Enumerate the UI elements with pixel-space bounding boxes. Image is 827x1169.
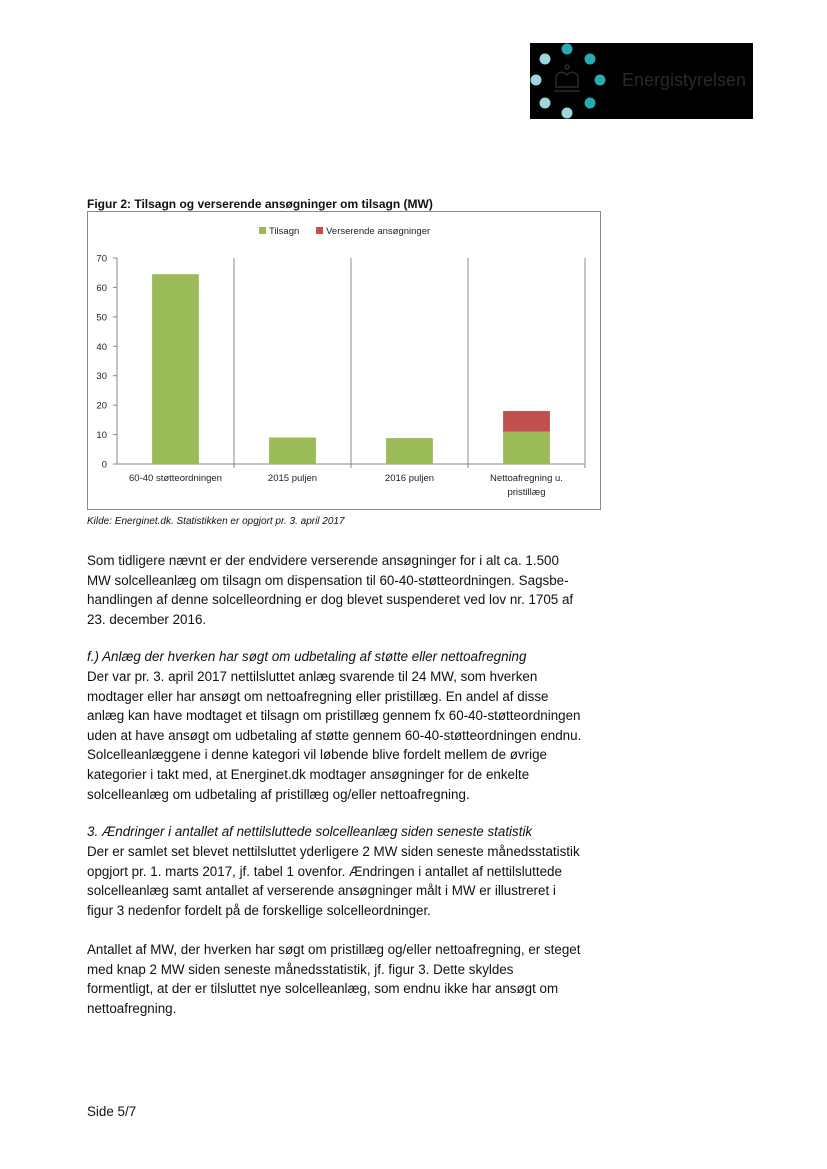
text-line: modtager eller har ansøgt om nettoafregning eller pristillæg. En andel af disse [87,688,549,704]
y-tick-label: 0 [101,459,107,471]
y-tick-label: 40 [96,341,107,353]
figure-source: Kilde: Energinet.dk. Statistikken er opgjort pr. 3. april 2017 [87,516,345,527]
text-line: opgjort pr. 1. marts 2017, jf. tabel 1 ovenfor. Ændringen i antallet af nettilsluttede [87,863,562,879]
text-line: Antallet af MW, der hverken har søgt om pristillæg og/eller nettoafregning, er steget [87,942,581,957]
text-line: nettoafregning. [87,1000,177,1016]
text-line: kategorier i takt med, at Energinet.dk modtager ansøgninger for de enkelte [87,766,530,782]
legend-swatch [316,227,323,234]
text-line: figur 3 nedenfor fordelt på de forskellige solcelleordninger. [87,902,431,918]
text-line: solcelleanlæg om udbetaling af pristillæg og/eller nettoafregning. [87,786,470,802]
emblem-dot [595,75,606,86]
crown-icon [554,65,580,91]
bar-tilsagn [503,432,550,464]
page-number: Side 5/7 [87,1104,137,1119]
emblem-dot [531,75,542,86]
x-tick-label: Nettoafregning u. [490,473,563,484]
text-line: uden at have ansøgt om udbetaling af støtte gennem 60-40-støtteordningen endnu. [87,727,582,743]
text-line: anlæg kan have modtaget et tilsagn om pristillæg gennem fx 60-40-støtteordningen [87,708,581,724]
paragraph-4 [87,940,601,1018]
section-heading-f: f.) Anlæg der hverken har søgt om udbetaling af støtte eller nettoafregning [87,649,527,664]
emblem-dot [540,54,551,65]
emblem-dot [540,98,551,109]
bar-tilsagn [152,274,199,464]
legend-swatch [259,227,266,234]
bar-tilsagn [386,438,433,464]
section-heading-3: 3. Ændringer i antallet af nettilsluttede solcelleanlæg siden seneste statistik [87,824,533,839]
text-line: MW solcelleanlæg om tilsagn om dispensation til 60-40-støtteordningen. Sagsbe- [87,572,569,588]
y-tick-label: 30 [96,371,107,383]
paragraph-2 [87,667,601,804]
legend-label: Tilsagn [269,226,300,237]
x-tick-label: 60-40 støtteordningen [129,473,222,484]
text-line: Solcelleanlæggene i denne kategori vil løbende blive fordelt mellem de øvrige [87,747,548,763]
text-line: 23. december 2016. [87,611,207,627]
text-line: solcelleanlæg samt antallet af verserende ansøgninger målt i MW er illustreret i [87,883,556,899]
y-tick-label: 70 [96,253,107,265]
logo [530,43,753,119]
x-tick-label: pristillæg [507,487,546,498]
y-tick-label: 20 [96,400,107,412]
paragraph-3 [87,842,601,920]
y-tick-label: 50 [96,312,107,324]
text-line: Der var pr. 3. april 2017 nettilsluttet anlæg svarende til 24 MW, som hverken [87,669,538,684]
legend-label: Verserende ansøgninger [326,226,431,237]
logo-name: Energistyrelsen [622,70,747,90]
figure-title: Figur 2: Tilsagn og verserende ansøgninger om tilsagn (MW) [87,197,433,211]
bar-verserende-ansøgninger [503,411,550,432]
paragraph-1 [87,551,601,629]
text-line: Der er samlet set blevet nettilsluttet yderligere 2 MW siden seneste månedsstatistik [87,844,580,859]
bar-tilsagn [269,438,316,464]
emblem-dot [562,44,573,55]
emblem-dot [585,98,596,109]
text-line: formentligt, at der er tilsluttet nye solcelleanlæg, som endnu ikke har ansøgt om [87,981,559,997]
text-line: med knap 2 MW siden seneste månedsstatistik, jf. figur 3. Dette skyldes [87,961,514,977]
chart-frame [87,211,601,510]
y-tick-label: 10 [96,430,107,442]
emblem-dot [585,54,596,65]
text-line: Som tidligere nævnt er der endvidere verserende ansøgninger for i alt ca. 1.500 [87,553,559,568]
text-line: handlingen af denne solcelleordning er dog blevet suspenderet ved lov nr. 1705 af [87,592,574,608]
x-tick-label: 2015 puljen [267,473,318,484]
emblem-dot [562,108,573,119]
bar-chart [88,212,600,509]
y-tick-label: 60 [96,282,107,294]
x-tick-label: 2016 puljen [384,473,435,484]
